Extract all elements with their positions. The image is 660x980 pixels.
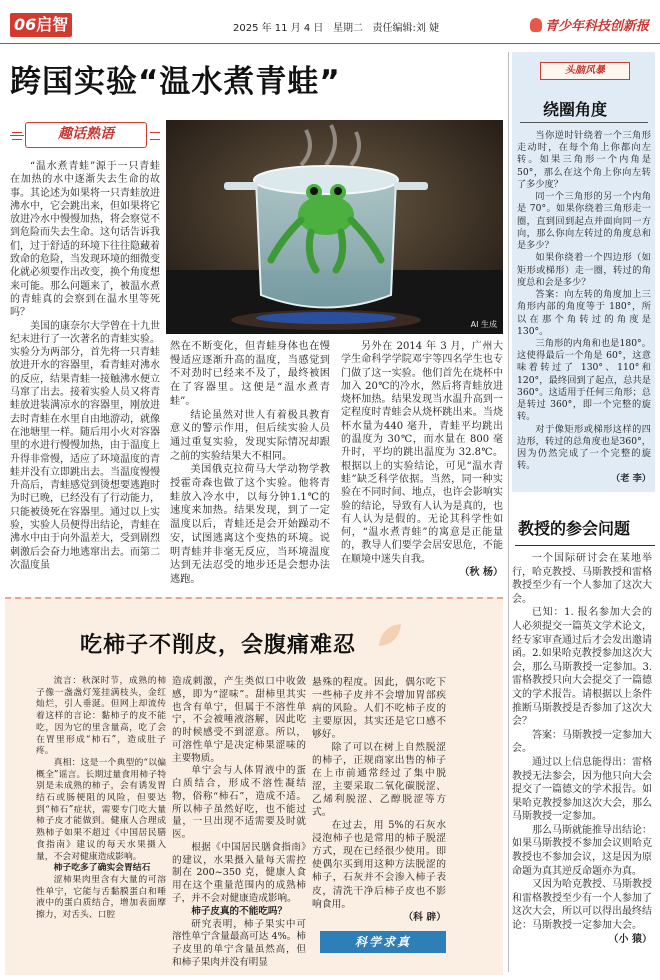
paragraph: 单宁会与人体胃液中的蛋白质结合，形成不溶性凝结物，俗称“柿石”，造成不适。所以柿子虽然好吃，也不能过量，一旦出现不适需要及时就医。 [172,765,306,841]
paragraph: 在过去，用 5%的石灰水浸泡柿子也是常用的柿子脱涩方式，现在已经很少使用。即使偶尔买到用这种方法脱涩的柿子，石灰并不会渗入柿子表皮，清洗干净后柿子皮也不影响食用。 [312,820,446,910]
page-section-tag [10,13,72,37]
persimmon-article-title: 吃柿子不削皮，会腹痛难忍 [80,633,357,658]
paragraph: 美国俄克拉荷马大学动物学教授霍奇森也做了这个实验。他将青蛙放入冷水中，以每分钟1.1℃的速度来加热。结果发现，到了一定温度以后，青蛙还是会开始躁动不安，试图逃离这个变热的环境。说明青蛙并非毫无反应，当环境温度达到无法忍受的地步还是会想办法逃跑。 [170,464,330,585]
brainstorm-badge: 头脑风暴 [540,62,630,80]
paragraph: 根据《中国居民膳食指南》的建议，水果摄入量每天需控制在 200~350 克，健康人食用在这个重量范围内的成熟柿子，并不会对健康造成影响。 [172,841,306,905]
paragraph: 美国的康奈尔大学曾在十九世纪末进行了一次著名的青蛙实验。实验分为两部分，首先将一只青蛙放进开水的容器里，看青蛙对沸水的反应，结果青蛙一接触沸水便立马窜了出去。接着实验人员又将青蛙放进装满凉水的容器里，刚放进去时青蛙在水里自由地游动，就像在池塘里一样。随后用小火对容器里的水进行慢慢加热，由于温度上升得非常慢，适应了环境温度的青蛙并没有立即跳出去。当温度慢慢升高后，青蛙感觉到烫想要逃跑时为时已晚，已经没有了行动能力，只能被烫死在容器里。通过以上实验，实验人员便得出结论，青蛙在沸水中由于向外温差大，受到剧烈刺激后会奋力地逃窜出去。而第二次温度虽 [10,320,160,571]
paragraph: 三角形的内角和也是180°。这使得最后一个角是 60°，这意味着转过了 130°、110°和 120°，最终回到了起点，总共是 360°。这适用于任何三角形；总是转过 360°，即一个完整的旋转。 [517,337,651,423]
paragraph: 造成刺激，产生类似口中收敛感，即为“涩味”。甜柿里其实也含有单宁，但属于不溶性单宁，不会被唾液溶解，因此吃的时候感受不到涩意。所以，可溶性单宁是决定柿果涩味的主要物质。 [172,676,306,764]
paragraph: “温水煮青蛙”源于一只青蛙在加热的水中逐渐失去生命的故事。其论述为如果将一只青蛙放进沸水中，它会跳出来，但如果将它放进冷水中慢慢加热，将会察觉不到危险而失去生命。这句话告诉我们，过于舒适的环境下往往隐藏着致命的危险，当发现环境的细微变化就必须要作出改变，换个角度想来可能。那么问题来了，被温水煮的青蛙真的会察到在温水里等死吗？ [10,161,160,319]
persimmon-col2 [172,676,306,970]
paragraph: 一个国际研讨会在某地举行，哈克教授、马斯教授和雷格教授至少有一个人参加了这次大会。 [512,553,652,605]
paragraph: 又因为哈克教授、马斯教授和雷格教授至少有一个人参加了这次大会，所以可以得出最终结论：马斯教授一定参加大会。 [512,879,652,932]
issue-weekday: 星期二 [332,23,363,34]
paragraph: 悬殊的程度。因此，偶尔吃下一些柿子皮并不会增加胃部疾病的风险。人们不吃柿子皮的主要原因，其实还是它口感不够好。 [312,677,446,741]
paragraph: 对于像矩形或梯形这样的四边形，转过的总角度也是360°，因为仍然完成了一个完整的旋转。 [517,423,651,472]
editor-credit: 责任编辑:刘 婕 [372,23,440,34]
paragraph: 答案：马斯教授一定参加大会。 [512,729,652,755]
sidebar-article2-body [512,552,652,946]
science-truth-badge: 科学求真 [320,931,446,953]
main-article-col1 [10,160,160,572]
paragraph: 答案：向左转的角度加上三角形内部的角度等于 180°，所以在那个角转过的角度是 130°。 [517,289,651,337]
frog-in-pot-photo [166,120,503,334]
author-signature: （科 辟） [403,911,446,923]
author-signature: （老 李） [611,472,651,484]
paragraph: 当你逆时针绕着一个三角形走动时，在每个角上你都向左转。如果三角形一个内角是 50°，那么在这个角上你向左转了多少度？ [517,130,651,190]
persimmon-col3 [312,676,446,924]
page-header [0,0,660,44]
column-divider [508,52,509,972]
paragraph: 涩柿果肉里含有大量的可溶性单宁，它能与舌黏膜蛋白和唾液中的蛋白质结合，增加表面摩擦力，对舌头、口腔 [36,874,166,921]
paragraph: 如果你绕着一个四边形（如矩形或梯形）走一圈，转过的角度总和会是多少？ [517,252,651,288]
main-article-col3 [341,340,503,579]
subheading: 柿子吃多了确实会胃结石 [53,863,151,874]
section-name: 启智 [36,15,69,34]
sidebar-article1-body [517,130,651,485]
paragraph: 通过以上信息能得出：雷格教授无法参会，因为他只向大会提交了一篇德文的学术报告。如果哈克教授参加这次大会，那么马斯教授一定参加。 [512,756,652,823]
photo-caption: AI 生成 [470,320,497,329]
main-article-col2 [170,340,330,587]
paragraph: 除了可以在树上自然脱涩的柿子，正规商家出售的柿子在上市前通常经过了集中脱涩，主要采取二氧化碳脱涩、乙烯利脱涩、乙醇脱涩等方式。 [312,742,446,819]
title-rule [520,122,648,123]
frog-photo-illustration [166,120,503,334]
subheading: 柿子皮真的不能吃吗？ [191,905,288,917]
author-signature: （小 猿） [608,933,652,945]
sidebar-article2-title: 教授的参会问题 [518,519,631,538]
brand-name: 青少年科技创新报 [545,19,650,34]
author-signature: （秋 杨） [459,567,503,579]
paragraph: 结论虽然对世人有着极具教育意义的警示作用，但后续实验人员通过重复实验，发现实际情况却跟之前的实验结果大不相同。 [170,409,330,462]
paragraph: 流言：秋深时节，成熟的柿子像一盏盏灯笼挂满枝头，金红灿烂，引人垂涎。但网上却流传着这样的言论：黏柿子的皮不能吃，因为它的里含量高，吃了会在胃里形成“柿石”，造成肚子疼。 [36,676,166,757]
page-number: 06 [14,15,37,34]
newspaper-brand [530,15,649,34]
paragraph: 那么马斯就能推导出结论：如果马斯教授不参加会议则哈克教授也不参加会议，这是因为原命题为真其逆反命题亦为真。 [512,824,652,877]
sidebar-article1-title: 绕圈角度 [543,100,608,119]
persimmon-col1 [36,676,166,922]
paragraph: 真相：这是一个典型的“以偏概全”谣言。长期过量食用柿子特别是未成熟的柿子，会有诱发胃结石或肠梗阻的风险，但要达到“柿石”症状，需要专门吃大量柿子皮才能做到。健康人合理成熟柿子如果不超过《中国居民膳食指南》建议的每天水果摄入量，不会对健康造成影响。 [36,757,166,862]
lightbulb-icon [530,18,542,32]
column-badge: 趣话熟语 [25,122,147,148]
paragraph: 另外在 2014 年 3 月，广州大学生命科学学院邓宇等四名学生也专门做了这一实验。他们首先在烧杯中加入 20℃的冷水，然后将青蛙放进烧杯加热。结果发现当水温升高到一定程度时青蛙会从烧杯跳出来。当烧杯水量为440 毫升，青蛙平均跳出的温度为 30℃，而水量在 800 毫升时，平均的跳出温度为 32.8℃。根据以上的实验结论，可见“温水青蛙”缺乏科学依据。当然，同一种实验在不同时间、地点，也许会影响实验的结论，导致有人认为是真的，也有人认为是假的。无论其科学性如何，“温水煮青蛙”的寓意是正能量的，教导人们要学会居安思危，不能在顺境中迷失自我。 [341,341,503,565]
title-rule [515,545,655,546]
paragraph: 同一个三角形的另一个内角是 70°。如果你绕着三角形走一圈，直到回到起点并面向同一方向，那么你向左转过的角度总和是多少？ [517,191,651,252]
paragraph: 然在不断变化，但青蛙身体也在慢慢适应逐渐升高的温度，当感觉到不对劲时已经来不及了，最终被困在了容器里。这便是“温水煮青蛙”。 [170,341,330,407]
paragraph: 已知：1. 报名参加大会的人必须提交一篇英文学术论文，经专家审查通过后才会发出邀请函。2.如果哈克教授参加这次大会，那么马斯教授一定参加。3.雷格教授只向大会提交了一篇德文的学术报告。请根据以上条件推断马斯教授是否参加了这次大会？ [512,607,652,728]
main-article-title: 跨国实验“温水煮青蛙” [10,64,341,100]
header-info [233,19,439,34]
paragraph: 研究表明，柿子果实中可溶性单宁含量最高可达 4%。柿子皮里的单宁含量虽然高，但和柿子果肉并没有明显 [172,918,306,968]
issue-date: 2025 年 11 月 4 日 [233,23,324,34]
leaf-icon [375,620,405,650]
